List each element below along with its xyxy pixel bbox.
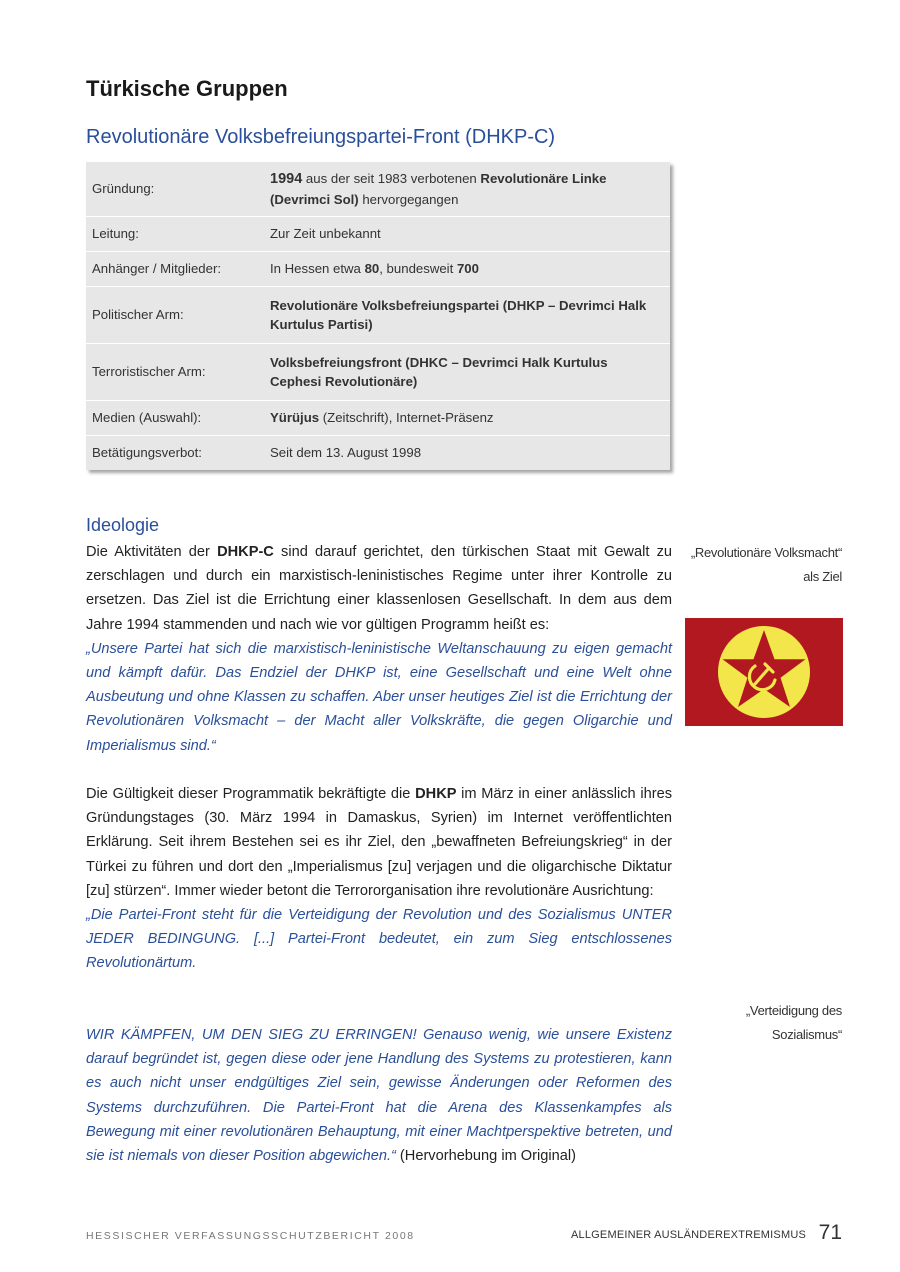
page-title: Türkische Gruppen bbox=[86, 76, 288, 101]
table-row bbox=[86, 162, 670, 217]
row-label: Medien (Auswahl): bbox=[86, 401, 262, 436]
row-value: 1994 aus der seit 1983 verbotenen Revolutionäre Linke (Devrimci Sol) hervorgegangen bbox=[262, 162, 670, 217]
table-row bbox=[86, 436, 670, 471]
footer-chapter: ALLGEMEINER AUSLÄNDEREXTREMISMUS bbox=[570, 1229, 806, 1241]
table-row bbox=[86, 401, 670, 436]
table-row bbox=[86, 344, 670, 401]
table-row bbox=[86, 217, 670, 252]
row-label: Leitung: bbox=[86, 217, 262, 252]
row-label: Betätigungsverbot: bbox=[92, 445, 202, 461]
row-label: Terroristischer Arm: bbox=[86, 344, 262, 401]
info-table bbox=[86, 162, 670, 470]
row-value: Yürüjus (Zeitschrift), Internet-Präsenz bbox=[262, 401, 670, 436]
paragraph-2: Die Gültigkeit dieser Programmatik bekräftigte die DHKP im März in einer anlässlich ihres Gründungstages (30. März 1994 in Damaskus, Syrien) im Internet veröffentlichten Erklärung. Seit ihrem Bestehen sei es ihr Ziel, den „bewaffneten Befreiungskrieg“ in der Türkei zu führen und dort den „Imperialismus [zu] verjagen und die oligarchische Diktatur [zu] stürzen“. Immer wieder betont die Terrororganisation ihre revolutionäre Ausrichtung: „Die Partei-Front steht für die Verteidigung der Revolution und des Sozialismus UNTER JEDER BEDINGUNG. [...] Partei-Front bedeutet, ein zum Sieg entschlossenes Revolutionärtum. bbox=[86, 782, 672, 976]
page-number: 71 bbox=[818, 1221, 842, 1244]
organization-title: Revolutionäre Volksbefreiungspartei-Front (DHKP-C) bbox=[86, 126, 556, 148]
row-label: Politischer Arm: bbox=[86, 287, 262, 344]
footer-publication: HESSISCHER VERFASSUNGSSCHUTZBERICHT 2008 bbox=[86, 1230, 415, 1242]
row-value: Seit dem 13. August 1998 bbox=[270, 445, 422, 461]
row-value: Volksbefreiungsfront (DHKC – Devrimci Halk Kurtulus Cephesi Revolutionäre) bbox=[262, 344, 670, 401]
program-quote: „Unsere Partei hat sich die marxistisch-leninistische Weltanschauung zu eigen gemacht und kämpft dafür. Das Endziel der DHKP ist, eine Gesellschaft und eine Welt ohne Ausbeutung und ohne Klassen zu schaffen. Aber unser heutiges Ziel ist die Errichtung der Revolutionären Volksmacht – der Macht aller Volkskräfte, die gegen Oligarchie und Imperialismus sind.“ bbox=[86, 640, 672, 754]
paragraph-3: WIR KÄMPFEN, UM DEN SIEG ZU ERRINGEN! Genauso wenig, wie unsere Existenz darauf begründet ist, gegen diese oder jene Handlung des Systems zu protestieren, kann es auch nicht unser endgültiges Ziel sein, gewisse Änderungen oder Reformen des Systems durchzuführen. Die Partei-Front hat die Arena des Klassenkampfes als Bewegung mit einer revolutionären Behauptung, mit einer Machtperspektive betreten, und sie ist niemals von dieser Position abgewichen.“ (Hervorhebung im Original) bbox=[86, 1027, 672, 1165]
declaration-quote: „Die Partei-Front steht für die Verteidigung der Revolution und des Sozialismus UNTER JEDER BEDINGUNG. [...] Partei-Front bedeutet, ein zum Sieg entschlossenes Revolutionärtum. bbox=[86, 907, 672, 972]
table-row bbox=[86, 287, 670, 344]
margin-note-1: „Revolutionäre Volksmacht“ als Ziel bbox=[690, 545, 842, 584]
dhkp-c-flag bbox=[685, 618, 843, 726]
row-label: Anhänger / Mitglieder: bbox=[86, 252, 262, 287]
row-label: Gründung: bbox=[86, 162, 262, 217]
row-value: Zur Zeit unbekannt bbox=[262, 217, 670, 252]
margin-note-2: „Verteidigung des Sozialismus“ bbox=[745, 1003, 842, 1042]
flag-emblem-icon bbox=[685, 618, 843, 726]
row-value: Revolutionäre Volksbefreiungspartei (DHKP – Devrimci Halk Kurtulus Partisi) bbox=[262, 287, 670, 344]
table-row bbox=[86, 252, 670, 287]
section-heading: Ideologie bbox=[86, 515, 160, 535]
row-value: In Hessen etwa 80, bundesweit 700 bbox=[262, 252, 670, 287]
paragraph-1: Die Aktivitäten der DHKP-C sind darauf gerichtet, den türkischen Staat mit Gewalt zu zerschlagen und durch ein marxistisch-leninistisches Regime unter ihrer Kontrolle zu ersetzen. Das Ziel ist die Errichtung einer klassenlosen Gesellschaft. In dem aus dem Jahre 1994 stammenden und nach wie vor gültigen Programm heißt es: „Unsere Partei hat sich die marxistisch-leninistische Weltanschauung zu eigen gemacht und kämpft dafür. Das Endziel der DHKP ist, eine Gesellschaft und eine Welt ohne Ausbeutung und ohne Klassen zu schaffen. Aber unser heutiges Ziel ist die Errichtung der Revolutionären Volksmacht – der Macht aller Volkskräfte, die gegen Oligarchie und Imperialismus sind.“ bbox=[86, 540, 672, 758]
